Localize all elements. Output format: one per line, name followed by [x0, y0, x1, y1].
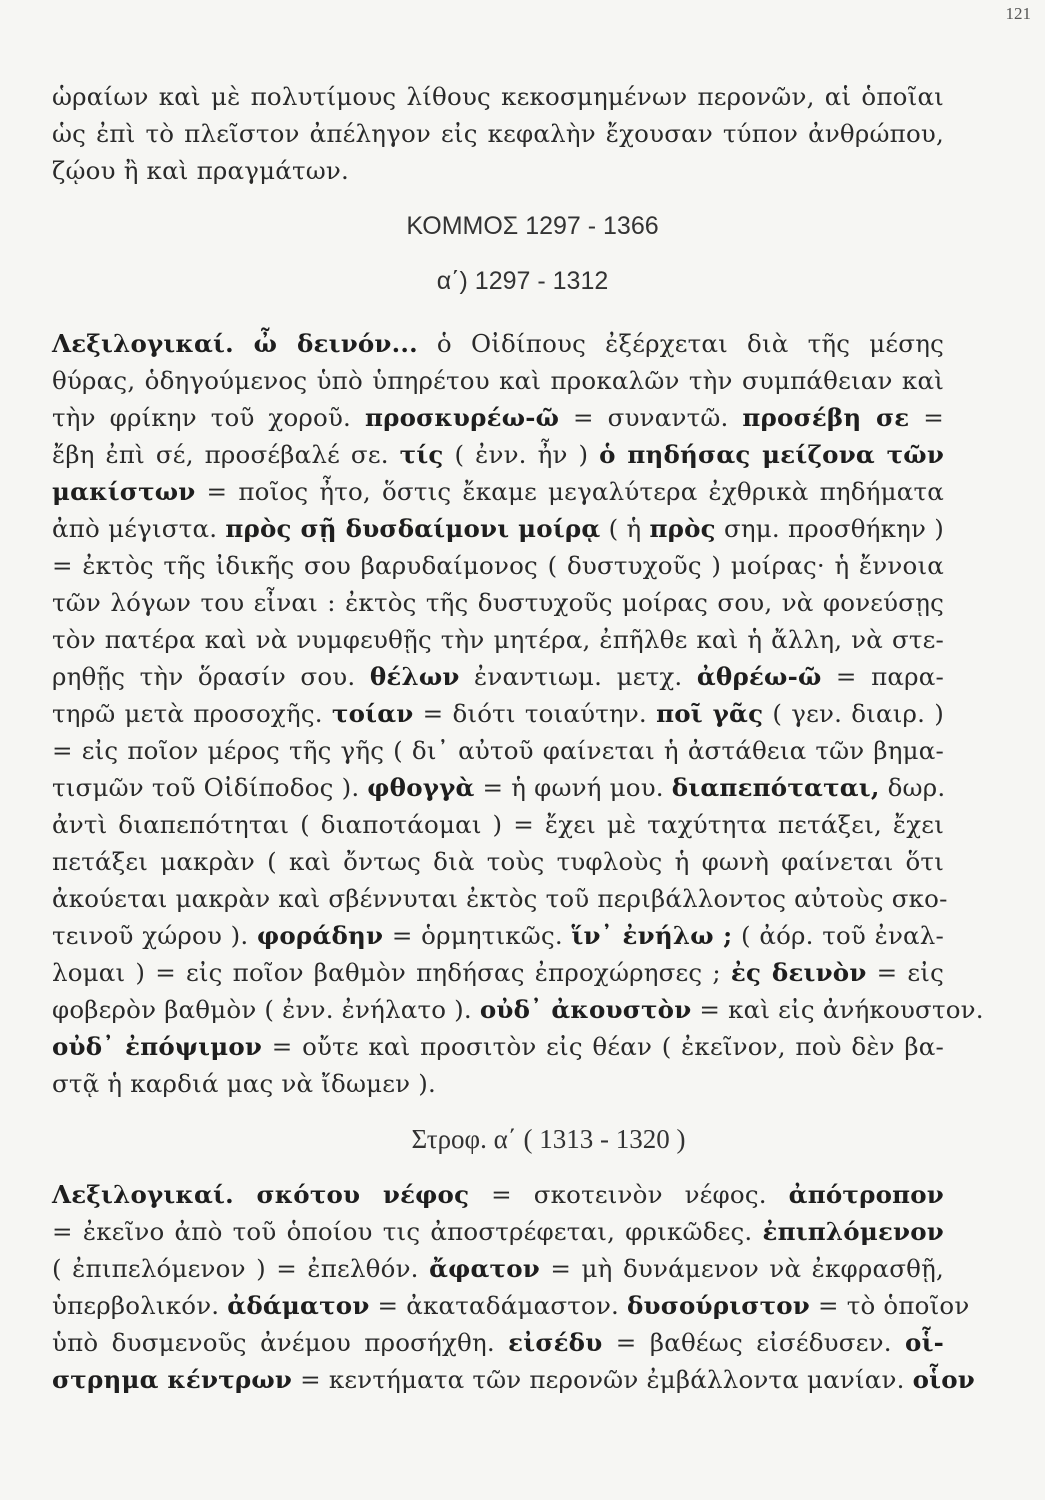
lemma-term: φθογγὰ — [367, 773, 475, 802]
lemma-term: στρημα κέντρων — [52, 1365, 293, 1394]
lexicon-paragraph-2 — [52, 1176, 975, 1398]
text-line — [52, 436, 944, 473]
gloss-text: = παρα- — [821, 662, 944, 691]
lemma-term: οὐδ᾽ ἀκουστὸν — [479, 995, 692, 1024]
text-line — [52, 621, 944, 658]
gloss-text: τεινοῦ χώρου ). — [52, 921, 258, 950]
lemma-term: πρὸς σῇ δυσδαίμονι μοίρᾳ — [225, 514, 601, 543]
gloss-text: = καὶ εἰς ἀνήκουστον. — [691, 995, 984, 1024]
gloss-text: ( ἐπιπελόμενον ) = ἐπελθόν. — [52, 1254, 430, 1283]
gloss-text: = σκοτεινὸν νέφος. — [469, 1180, 789, 1209]
gloss-text: ὑπὸ δυσμενοῦς ἀνέμου προσήχθη. — [52, 1328, 509, 1357]
gloss-text: δωρ. — [879, 773, 946, 802]
gloss-text: ἀκούεται μακρὰν καὶ σβέννυται ἐκτὸς τοῦ περιβάλλοντος αὐτοὺς σκο- — [52, 884, 948, 913]
gloss-text: = ἡ φωνή μου. — [474, 773, 672, 802]
gloss-text: ἀντὶ διαπεπότηται ( διαποτάομαι ) = ἔχει μὲ ταχύτητα πετάξει, ἔχει — [52, 810, 944, 839]
lemma-term: προσέβη σε — [742, 403, 910, 432]
text-line — [52, 1176, 944, 1213]
gloss-text: = ἐκτὸς τῆς ἰδικῆς σου βαρυδαίμονος ( δυστυχοῦς ) μοίρας· ἡ ἔννοια — [52, 551, 944, 580]
lemma-term: ἀδάματον — [227, 1291, 370, 1320]
section-heading-stroph: Στροφ. α΄ ( 1313 - 1320 ) — [411, 1124, 686, 1154]
text-line — [52, 584, 944, 621]
text-line — [52, 658, 944, 695]
text-line — [52, 695, 944, 732]
gloss-text: πετάξει μακρὰν ( καὶ ὄντως διὰ τοὺς τυφλοὺς ἡ φωνὴ φαίνεται ὅτι — [52, 847, 944, 876]
gloss-text: = ἀκαταδάμαστον. — [369, 1291, 628, 1320]
gloss-text: λομαι ) = εἰς ποῖον βαθμὸν πηδήσας ἐπροχώρησες ; — [52, 958, 731, 987]
lemma-term: ποῖ γᾶς — [656, 699, 764, 728]
gloss-text: φοβερὸν βαθμὸν ( ἐνν. ἐνήλατο ). — [52, 995, 480, 1024]
text-line — [52, 1324, 944, 1361]
lemma-term: ἐπιπλόμενον — [762, 1217, 944, 1246]
text-line — [52, 1065, 944, 1102]
lemma-term: ἀπότροπον — [788, 1180, 944, 1209]
lemma-term: ὁ πηδήσας μείζονα τῶν — [599, 440, 945, 469]
lemma-term: ἄφατον — [429, 1254, 540, 1283]
lemma-term: πρὸς — [649, 514, 716, 543]
text-line — [52, 732, 944, 769]
text-line: ὡραίων καὶ μὲ πολυτίμους λίθους κεκοσμημένων περονῶν, αἱ ὁποῖαι — [52, 82, 944, 111]
gloss-text: = διότι τοιαύτην. — [413, 699, 657, 728]
text-line: ὡς ἐπὶ τὸ πλεῖστον ἀπέληγον εἰς κεφαλὴν ἔχουσαν τύπον ἀνθρώπου, — [52, 119, 944, 148]
gloss-text: στᾷ ἡ καρδιά μας νὰ ἴδωμεν ). — [52, 1069, 437, 1098]
lemma-term: προσκυρέω-ῶ — [364, 403, 560, 432]
lemma-term: δυσούριστον — [627, 1291, 810, 1320]
text-line — [52, 1213, 944, 1250]
gloss-text: ρηθῇς τὴν ὅρασίν σου. — [52, 662, 370, 691]
gloss-text: = ποῖος ἦτο, ὅστις ἔκαμε μεγαλύτερα ἐχθρικὰ πηδήματα — [195, 477, 944, 506]
text-line — [52, 510, 944, 547]
gloss-text: = — [909, 403, 945, 432]
text-line — [52, 954, 944, 991]
text-line — [52, 473, 944, 510]
text-line: ζῴου ἢ καὶ πραγμάτων. — [52, 156, 349, 185]
text-line — [52, 1250, 944, 1287]
lemma-term: Λεξιλογικαί. ὦ δεινόν... — [52, 329, 418, 358]
lemma-term: οἷον — [912, 1365, 975, 1394]
section-heading-kommos: ΚΟΜΜΟΣ 1297 - 1366 — [406, 212, 659, 240]
lemma-term: θέλων — [369, 662, 460, 691]
gloss-text: = συναντῶ. — [559, 403, 743, 432]
lemma-term: Λεξιλογικαί. σκότου νέφος — [52, 1180, 470, 1209]
gloss-text: τὸν πατέρα καὶ νὰ νυμφευθῇς τὴν μητέρα, ἐπῆλθε καὶ ἡ ἄλλη, νὰ στε- — [52, 625, 944, 654]
lemma-term: ἵν᾽ ἐνήλω ; — [571, 921, 733, 950]
lemma-term: οὐδ᾽ ἐπόψιμον — [52, 1032, 263, 1061]
gloss-text: = μὴ δυνάμενον νὰ ἐκφρασθῇ, — [539, 1254, 944, 1283]
gloss-text: = βαθέως εἰσέδυσεν. — [602, 1328, 906, 1357]
text-line — [52, 325, 944, 362]
page-number: 121 — [1005, 4, 1031, 23]
text-line — [52, 880, 948, 917]
lemma-term: φοράδην — [257, 921, 384, 950]
gloss-text: τὴν φρίκην τοῦ χοροῦ. — [52, 403, 365, 432]
lemma-term: εἰσέδυ — [508, 1328, 603, 1357]
text-line — [52, 991, 984, 1028]
intro-paragraph — [52, 78, 944, 189]
lemma-term: ἀθρέω-ῶ — [696, 662, 822, 691]
gloss-text: ( ἐνν. ἦν ) — [443, 440, 600, 469]
gloss-text: ( γεν. διαιρ. ) — [763, 699, 944, 728]
text-line — [52, 547, 944, 584]
lexicon-paragraph-1 — [52, 325, 984, 1102]
gloss-text: ἐναντιωμ. μετχ. — [459, 662, 697, 691]
text-line — [52, 917, 944, 954]
subsection-heading-alpha: α΄) 1297 - 1312 — [436, 267, 609, 295]
gloss-text: = κεντήματα τῶν περονῶν ἐμβάλλοντα μανίαν. — [292, 1365, 913, 1394]
gloss-text: = ἐκεῖνο ἀπὸ τοῦ ὁποίου τις ἀποστρέφεται, φρικῶδες. — [52, 1217, 763, 1246]
lemma-term: ἐς δεινὸν — [730, 958, 867, 987]
gloss-text: = εἰς — [866, 958, 944, 987]
gloss-text: σημ. προσθήκην ) — [715, 514, 944, 543]
text-line — [52, 769, 944, 806]
gloss-text: ( ἀόρ. τοῦ ἐναλ- — [732, 921, 945, 950]
lemma-term: μακίστων — [52, 477, 196, 506]
text-line — [52, 806, 944, 843]
lemma-term: τίς — [399, 440, 444, 469]
lemma-term: οἷ- — [905, 1328, 944, 1357]
text-line — [52, 843, 944, 880]
gloss-text: ὑπερβολικόν. — [52, 1291, 228, 1320]
gloss-text: = ὁρμητικῶς. — [383, 921, 572, 950]
gloss-text: ( ἡ — [600, 514, 650, 543]
gloss-text: θύρας, ὁδηγούμενος ὑπὸ ὑπηρέτου καὶ προκαλῶν τὴν συμπάθειαν καὶ — [52, 366, 944, 395]
gloss-text: ἔβη ἐπὶ σέ, προσέβαλέ σε. — [52, 440, 400, 469]
gloss-text: τῶν λόγων του εἶναι : ἐκτὸς τῆς δυστυχοῦς μοίρας σου, νὰ φονεύσῃς — [52, 588, 944, 617]
lemma-term: τοίαν — [331, 699, 414, 728]
gloss-text: ἀπὸ μέγιστα. — [52, 514, 226, 543]
gloss-text: = οὔτε καὶ προσιτὸν εἰς θέαν ( ἐκεῖνον, ποὺ δὲν βα- — [262, 1032, 944, 1061]
text-line — [52, 1287, 970, 1324]
text-line — [52, 1028, 944, 1065]
gloss-text: = τὸ ὁποῖον — [810, 1291, 970, 1320]
text-line — [52, 399, 944, 436]
gloss-text: τισμῶν τοῦ Οἰδίποδος ). — [52, 773, 368, 802]
text-line — [52, 362, 944, 399]
gloss-text: τηρῶ μετὰ προσοχῆς. — [52, 699, 332, 728]
text-line — [52, 1361, 975, 1398]
lemma-term: διαπεπόταται, — [671, 773, 880, 802]
gloss-text: = εἰς ποῖον μέρος τῆς γῆς ( δι᾽ αὐτοῦ φαίνεται ἡ ἀστάθεια τῶν βημα- — [52, 736, 944, 765]
gloss-text: ὁ Οἰδίπους ἐξέρχεται διὰ τῆς μέσης — [417, 329, 944, 358]
